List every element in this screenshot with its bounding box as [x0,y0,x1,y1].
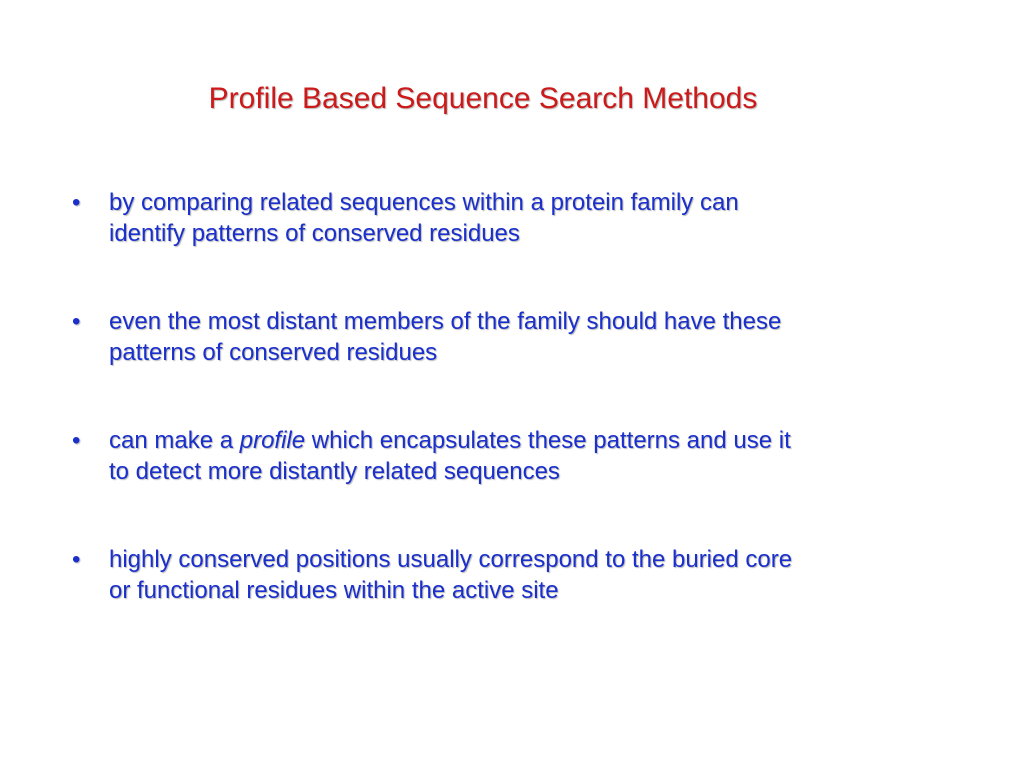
bullet-text-line [109,425,952,456]
bullet-item-comparing-sequences [72,187,952,249]
slide-title: Profile Based Sequence Search Methods [208,82,758,115]
bullet-text-line: to detect more distantly related sequences [109,458,560,485]
bullet-text-fragment: which encapsulates these patterns and use it [305,427,791,454]
bullet-text-line: or functional residues within the active site [109,577,559,604]
bullet-icon: • [72,546,81,573]
emphasized-term-profile: profile [239,427,306,454]
bullet-text-line: highly conserved positions usually correspond to the buried core [109,546,793,573]
bullet-item-conserved-positions [72,544,952,606]
bullet-item-make-profile [72,425,952,487]
bullet-item-distant-members [72,306,952,368]
bullet-text-line: by comparing related sequences within a protein family can [109,189,739,216]
bullet-icon: • [72,427,81,454]
bullet-icon: • [72,308,81,335]
bullet-text-fragment: can make a [109,427,240,454]
bullet-text-line: identify patterns of conserved residues [109,220,520,247]
bullet-text-line: even the most distant members of the family should have these [109,308,782,335]
bullet-list [72,187,952,663]
bullet-icon: • [72,189,81,216]
bullet-text-line: patterns of conserved residues [109,339,438,366]
